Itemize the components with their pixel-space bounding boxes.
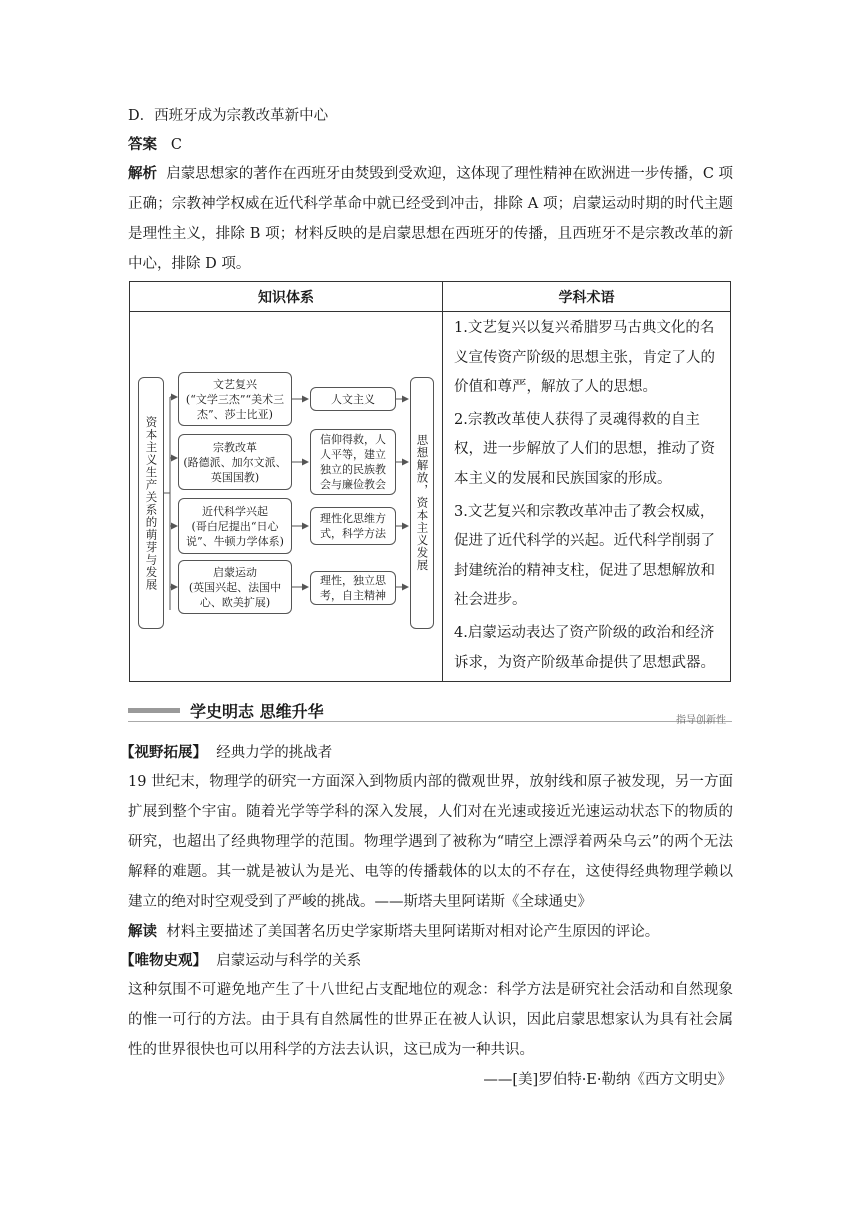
vision-title: 经典力学的挑战者 bbox=[216, 745, 333, 761]
section-title: 学史明志 思维升华 bbox=[190, 702, 324, 721]
enlightenment-box: 启蒙运动 (英国兴起、法国中心、欧美扩展) bbox=[178, 560, 292, 614]
read-paragraph bbox=[128, 917, 659, 947]
materialism-label: 【唯物史观】 bbox=[120, 953, 207, 969]
read-text: 材料主要描述了美国著名历史学家斯塔夫里阿诺斯对相对论产生原因的评论。 bbox=[166, 924, 660, 940]
reformation-box: 宗教改革 (路德派、加尔文派、英国国教) bbox=[178, 434, 292, 490]
rational-thinking-box: 理性化思维方式，科学方法 bbox=[310, 507, 396, 545]
science-rise-box: 近代科学兴起 (哥白尼提出“日心说”、牛顿力学体系) bbox=[178, 498, 292, 554]
materialism-source: ——[美]罗伯特·E·勒纳《西方文明史》 bbox=[483, 1072, 732, 1088]
header-subject-terms: 学科术语 bbox=[443, 282, 731, 312]
reason-independence-box: 理性，独立思考，自主精神 bbox=[310, 571, 396, 605]
read-label: 解读 bbox=[128, 924, 157, 940]
materialism-text: 这种氛围不可避免地产生了十八世纪占支配地位的观念：科学方法是研究社会活动和自然现象的惟一可行的方法。由于具有自然属性的世界正在被人认识，因此启蒙思想家认为具有社会属性的世界很快也可以用科学的方法去认识，这已成为一种共识。 bbox=[128, 982, 733, 1058]
terms-cell bbox=[443, 312, 731, 682]
term-1: 1.文艺复兴以复兴希腊罗马古典文化的名义宣传资产阶级的思想主张，肯定了人的价值和尊严，解放了人的思想。 bbox=[454, 320, 715, 396]
vision-heading bbox=[120, 738, 332, 768]
thought-liberation-box: 思想解放，资本主义发展 bbox=[410, 377, 434, 629]
capitalism-sprout-box: 资本主义生产关系的萌芽与发展 bbox=[138, 377, 164, 629]
section-bar-left bbox=[128, 708, 180, 713]
humanism-box: 人文主义 bbox=[310, 387, 396, 411]
vision-label: 【视野拓展】 bbox=[120, 745, 207, 761]
renaissance-box: 文艺复兴 (“文学三杰”“美术三杰”、莎士比亚) bbox=[178, 372, 292, 426]
header-knowledge-system: 知识体系 bbox=[130, 282, 443, 312]
term-3: 3.文艺复兴和宗教改革冲击了教会权威，促进了近代科学的兴起。近代科学削弱了封建统治的精神支柱，促进了思想解放和社会进步。 bbox=[454, 503, 715, 609]
diagram-cell bbox=[130, 312, 443, 682]
analysis-text: 启蒙思想家的著作在西班牙由焚毁到受欢迎，这体现了理性精神在欧洲进一步传播，C 项正确；宗教神学权威在近代科学革命中就已经受到冲击，排除 A 项；启蒙运动时期的时代主题是理性主义，排除 B 项；材料反映的是启蒙思想在西班牙的传播，且西班牙不是宗教改革的新中心，排除 D 项。 bbox=[128, 166, 734, 272]
answer-line bbox=[128, 130, 182, 160]
analysis-paragraph bbox=[128, 159, 733, 279]
knowledge-table bbox=[129, 281, 731, 682]
section-divider bbox=[128, 721, 732, 722]
materialism-title: 启蒙运动与科学的关系 bbox=[216, 953, 362, 969]
knowledge-diagram bbox=[130, 320, 440, 673]
answer-label: 答案 bbox=[128, 137, 157, 153]
term-2: 2.宗教改革使人获得了灵魂得救的自主权，进一步解放了人们的思想，推动了资本主义的发展和民族国家的形成。 bbox=[454, 411, 715, 487]
section-tag: 指导创新性 bbox=[676, 715, 726, 726]
answer-value: C bbox=[170, 137, 182, 153]
vision-text: 19 世纪末，物理学的研究一方面深入到物质内部的微观世界，放射线和原子被发现，另一方面扩展到整个宇宙。随着光学等学科的深入发展，人们对在光速或接近光速运动状态下的物质的研究，也超出了经典物理学的范围。物理学遇到了被称为“晴空上漂浮着两朵乌云”的两个无法解释的难题。其一就是被认为是光、电等的传播载体的以太的不存在，这使得经典物理学赖以建立的绝对时空观受到了严峻的挑战。——斯塔夫里阿诺斯《全球通史》 bbox=[128, 774, 733, 910]
analysis-label: 解析 bbox=[128, 166, 158, 182]
term-4: 4.启蒙运动表达了资产阶级的政治和经济诉求，为资产阶级革命提供了思想武器。 bbox=[454, 624, 715, 671]
option-d: D．西班牙成为宗教改革新中心 bbox=[128, 108, 329, 124]
materialism-heading bbox=[120, 946, 361, 976]
faith-salvation-box: 信仰得救，人人平等，建立独立的民族教会与廉俭教会 bbox=[310, 429, 396, 495]
